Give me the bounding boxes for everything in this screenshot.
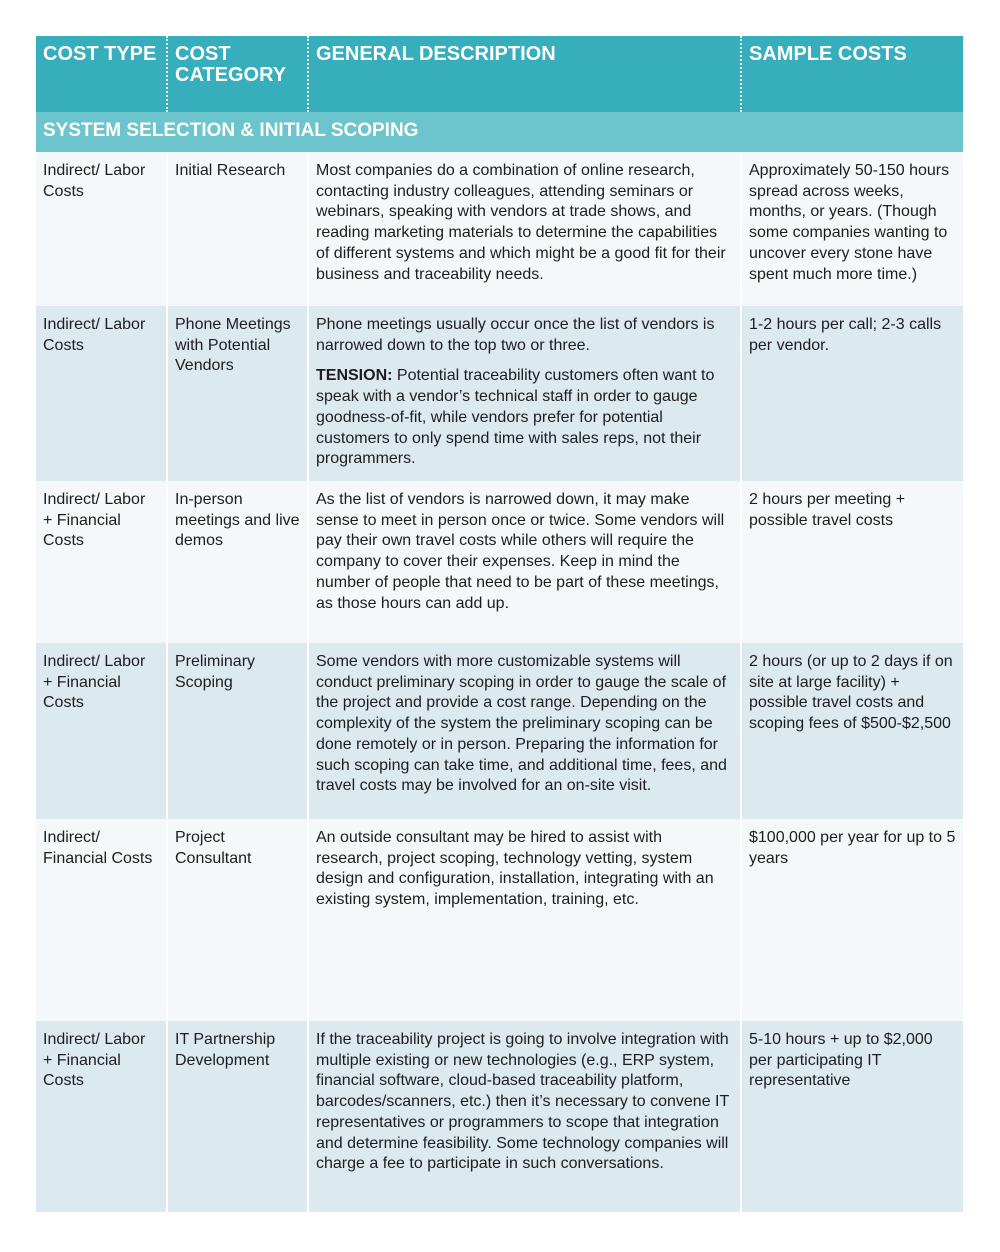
header-general-description: GENERAL DESCRIPTION	[307, 36, 740, 112]
cost-type-cell: Indirect/ Labor Costs	[43, 162, 146, 200]
sample-costs-cell: 1-2 hours per call; 2-3 calls per vendor.	[740, 306, 963, 481]
sample-costs-cell: 2 hours (or up to 2 days if on site at large facility) + possible travel costs and scoping fees of $500-$2,500	[740, 643, 963, 819]
cost-type-cell: Indirect/ Labor + Financial Costs	[43, 653, 146, 712]
cost-category-cell: Project Consultant	[166, 819, 307, 1021]
cost-type-cell: Indirect/ Financial Costs	[43, 829, 153, 867]
table-row	[36, 306, 963, 481]
description-cell	[307, 306, 740, 481]
table-row	[36, 819, 963, 1021]
sample-costs-cell: $100,000 per year for up to 5 years	[740, 819, 963, 1021]
cost-table	[36, 36, 963, 1212]
description-text: Some vendors with more customizable systems will conduct preliminary scoping in order to gauge the scale of the project and provide a cost range. Depending on the complexity of the system the preliminary scoping can be done remotely or in person. Preparing the information for such scoping can take time, and additional time, fees, and travel costs may be involved for an on-site visit.	[316, 653, 727, 795]
description-cell	[307, 152, 740, 306]
tension-label: TENSION:	[316, 367, 393, 385]
header-sample-costs: SAMPLE COSTS	[740, 36, 963, 112]
cost-category-cell: Preliminary Scoping	[166, 643, 307, 819]
cost-type-cell: Indirect/ Labor + Financial Costs	[43, 1031, 146, 1090]
sample-costs-cell: 2 hours per meeting + possible travel costs	[740, 481, 963, 643]
tension-note	[316, 366, 733, 470]
cost-category-cell: Phone Meetings with Potential Vendors	[166, 306, 307, 481]
cost-category-cell: IT Partnership Development	[166, 1021, 307, 1212]
sample-costs-cell: Approximately 50-150 hours spread across weeks, months, or years. (Though some companies wanting to uncover every stone have spent much more time.)	[740, 152, 963, 306]
description-text: Most companies do a combination of online research, contacting industry colleagues, attending seminars or webinars, speaking with vendors at trade shows, and reading marketing materials to determine the capabilities of different systems and which might be a good fit for their business and traceability needs.	[316, 162, 726, 283]
description-text: As the list of vendors is narrowed down, it may make sense to meet in person once or twice. Some vendors will pay their own travel costs while others will require the company to cover their expenses. Keep in mind the number of people that need to be part of these meetings, as those hours can add up.	[316, 491, 725, 612]
cost-category-cell: In-person meetings and live demos	[166, 481, 307, 643]
description-text: Phone meetings usually occur once the list of vendors is narrowed down to the top two or three.	[316, 316, 715, 354]
description-cell	[307, 481, 740, 643]
table-row	[36, 152, 963, 306]
section-title: SYSTEM SELECTION & INITIAL SCOPING	[36, 112, 963, 152]
table-row	[36, 481, 963, 643]
table-row	[36, 1021, 963, 1212]
description-text: If the traceability project is going to involve integration with multiple existing or new technologies (e.g., ERP system, financial software, cloud-based traceability platform, barcodes/scanners, etc.) then it’s necessary to convene IT representatives or programmers to scope that integration and determine feasibility. Some technology companies will charge a fee to participate in such conversations.	[316, 1031, 729, 1173]
description-text: An outside consultant may be hired to assist with research, project scoping, technology vetting, system design and configuration, installation, integrating with an existing system, implementation, training, etc.	[316, 829, 714, 909]
header-cost-type: COST TYPE	[43, 43, 157, 65]
table-row	[36, 643, 963, 819]
header-cost-category: COST CATEGORY	[166, 36, 307, 112]
table-header	[36, 36, 963, 112]
cost-category-cell: Initial Research	[166, 152, 307, 306]
description-cell	[307, 819, 740, 1021]
description-cell	[307, 1021, 740, 1212]
sample-costs-cell: 5-10 hours + up to $2,000 per participating IT representative	[740, 1021, 963, 1212]
cost-type-cell: Indirect/ Labor Costs	[43, 316, 146, 354]
tension-text: Potential traceability customers often want to speak with a vendor’s technical staff in order to gauge goodness-of-fit, while vendors prefer for potential customers to only spend time with sales reps, not their programmers.	[316, 367, 715, 468]
description-cell	[307, 643, 740, 819]
cost-type-cell: Indirect/ Labor + Financial Costs	[43, 491, 146, 550]
